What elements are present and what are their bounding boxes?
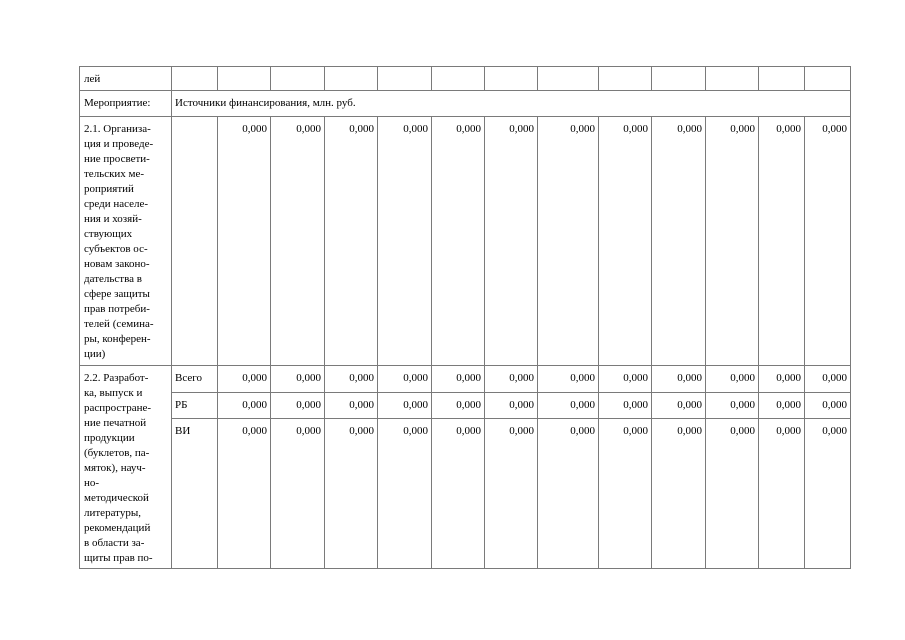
value-cell: 0,000 bbox=[759, 393, 805, 419]
measure-name-text: 2.1. Организа- ция и проведе- ние просвети- тельских ме- роприятий среди населе- ния и хозяй- ствующих субъектов ос- новам законо- дательства в сфере защиты прав потреби- телей (семина- ры, конферен- ции) bbox=[84, 123, 154, 360]
value-cell: 0,000 bbox=[325, 419, 378, 569]
value-cell: 0,000 bbox=[218, 393, 271, 419]
value-cell: 0,000 bbox=[378, 419, 432, 569]
value-cell: 0,000 bbox=[485, 117, 538, 366]
value-cell: 0,000 bbox=[805, 393, 851, 419]
value-cell: 0,000 bbox=[325, 366, 378, 393]
table-row-top bbox=[80, 67, 851, 91]
value-cell: 0,000 bbox=[652, 393, 706, 419]
table-row bbox=[80, 419, 851, 569]
table-row bbox=[80, 366, 851, 393]
empty-cell bbox=[599, 67, 652, 91]
value-cell: 0,000 bbox=[599, 117, 652, 366]
value-cell: 0,000 bbox=[218, 117, 271, 366]
value-cell: 0,000 bbox=[599, 366, 652, 393]
value-cell: 0,000 bbox=[759, 419, 805, 569]
value-cell: 0,000 bbox=[485, 393, 538, 419]
measure-header-row bbox=[80, 91, 851, 117]
value-cell: 0,000 bbox=[538, 117, 599, 366]
value-cell: 0,000 bbox=[271, 419, 325, 569]
value-cell: 0,000 bbox=[271, 366, 325, 393]
value-cell: 0,000 bbox=[271, 117, 325, 366]
empty-cell bbox=[432, 67, 485, 91]
empty-cell bbox=[378, 67, 432, 91]
row-top-label: лей bbox=[80, 67, 172, 91]
value-cell: 0,000 bbox=[652, 419, 706, 569]
empty-cell bbox=[172, 67, 218, 91]
value-cell: 0,000 bbox=[706, 419, 759, 569]
value-cell: 0,000 bbox=[805, 419, 851, 569]
value-cell: 0,000 bbox=[271, 393, 325, 419]
source-cell: Всего bbox=[172, 366, 218, 393]
value-cell: 0,000 bbox=[218, 419, 271, 569]
source-cell bbox=[172, 117, 218, 366]
value-cell: 0,000 bbox=[538, 419, 599, 569]
value-cell: 0,000 bbox=[805, 117, 851, 366]
value-cell: 0,000 bbox=[759, 366, 805, 393]
value-cell: 0,000 bbox=[759, 117, 805, 366]
value-cell: 0,000 bbox=[378, 393, 432, 419]
empty-cell bbox=[805, 67, 851, 91]
measure-name bbox=[80, 117, 172, 366]
value-cell: 0,000 bbox=[325, 117, 378, 366]
empty-cell bbox=[538, 67, 599, 91]
empty-cell bbox=[652, 67, 706, 91]
value-cell: 0,000 bbox=[805, 366, 851, 393]
measure-label: Мероприятие: bbox=[80, 91, 172, 117]
empty-cell bbox=[485, 67, 538, 91]
funding-table bbox=[79, 66, 851, 569]
value-cell: 0,000 bbox=[432, 393, 485, 419]
empty-cell bbox=[218, 67, 271, 91]
value-cell: 0,000 bbox=[652, 366, 706, 393]
value-cell: 0,000 bbox=[218, 366, 271, 393]
value-cell: 0,000 bbox=[706, 393, 759, 419]
value-cell: 0,000 bbox=[485, 419, 538, 569]
value-cell: 0,000 bbox=[706, 366, 759, 393]
empty-cell bbox=[706, 67, 759, 91]
value-cell: 0,000 bbox=[485, 366, 538, 393]
measure-name bbox=[80, 366, 172, 569]
value-cell: 0,000 bbox=[432, 366, 485, 393]
value-cell: 0,000 bbox=[599, 419, 652, 569]
value-cell: 0,000 bbox=[706, 117, 759, 366]
value-cell: 0,000 bbox=[378, 117, 432, 366]
value-cell: 0,000 bbox=[432, 117, 485, 366]
value-cell: 0,000 bbox=[652, 117, 706, 366]
empty-cell bbox=[325, 67, 378, 91]
value-cell: 0,000 bbox=[378, 366, 432, 393]
empty-cell bbox=[271, 67, 325, 91]
value-cell: 0,000 bbox=[325, 393, 378, 419]
value-cell: 0,000 bbox=[538, 393, 599, 419]
table-row bbox=[80, 393, 851, 419]
empty-cell bbox=[759, 67, 805, 91]
value-cell: 0,000 bbox=[432, 419, 485, 569]
funding-sources-header: Источники финансирования, млн. руб. bbox=[172, 91, 851, 117]
value-cell: 0,000 bbox=[599, 393, 652, 419]
table-row bbox=[80, 117, 851, 366]
value-cell: 0,000 bbox=[538, 366, 599, 393]
measure-name-text: 2.2. Разработ- ка, выпуск и распростране- ние печатной продукции (буклетов, па- мяток), науч- но- методической литературы, рекомендаций в области за- щиты прав по- bbox=[84, 372, 153, 564]
source-cell: РБ bbox=[172, 393, 218, 419]
source-cell: ВИ bbox=[172, 419, 218, 569]
